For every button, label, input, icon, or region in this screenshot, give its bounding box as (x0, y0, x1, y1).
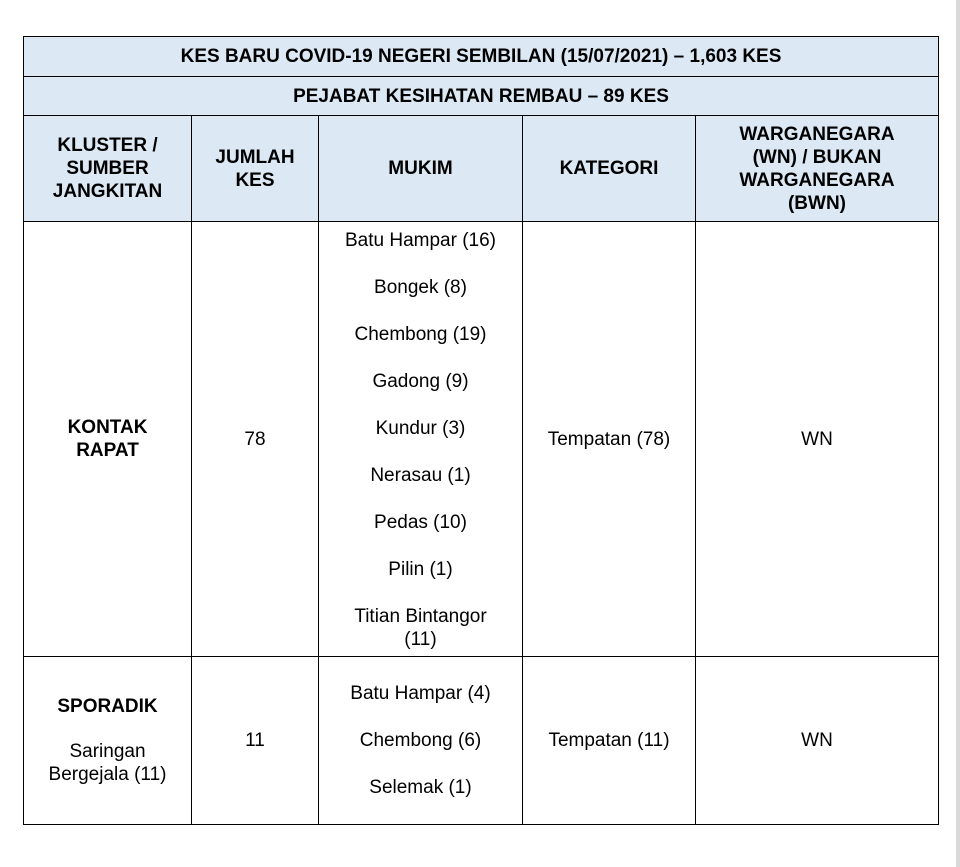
banner-title-row (24, 37, 939, 77)
banner-subtitle-row (24, 77, 939, 116)
header-warganegara: WARGANEGARA (WN) / BUKAN WARGANEGARA (BWN) (696, 116, 939, 222)
list-item: Batu Hampar (4) (350, 683, 491, 704)
list-item: Kundur (3) (375, 418, 466, 439)
cell-jumlah: 78 (192, 222, 319, 657)
table-row (24, 657, 939, 825)
list-item: Pedas (10) (374, 512, 467, 533)
list-item: Pilin (1) (388, 559, 453, 580)
cases-table (23, 36, 939, 825)
list-item: Selemak (1) (369, 777, 472, 798)
header-mukim: MUKIM (319, 116, 523, 222)
cell-warganegara: WN (696, 222, 939, 657)
banner-title: KES BARU COVID-19 NEGERI SEMBILAN (15/07/2021) – 1,603 KES (24, 37, 939, 77)
table-row (24, 222, 939, 657)
list-item: Nerasau (1) (370, 465, 471, 486)
cell-kategori: Tempatan (11) (523, 657, 696, 825)
cell-jumlah: 11 (192, 657, 319, 825)
cell-mukim (319, 657, 523, 825)
list-item: Chembong (6) (359, 730, 482, 751)
cell-mukim (319, 222, 523, 657)
kluster-subtitle: Saringan Bergejala (11) (48, 741, 167, 785)
cell-warganegara: WN (696, 657, 939, 825)
page-right-edge (956, 0, 960, 867)
header-row (24, 116, 939, 222)
list-item: Bongek (8) (374, 277, 467, 298)
list-item: Gadong (9) (372, 371, 469, 392)
banner-subtitle: PEJABAT KESIHATAN REMBAU – 89 KES (24, 77, 939, 116)
list-item: Batu Hampar (16) (344, 230, 496, 251)
list-item: Chembong (19) (354, 324, 487, 345)
header-jumlah: JUMLAH KES (192, 116, 319, 222)
header-kluster: KLUSTER / SUMBER JANGKITAN (24, 116, 192, 222)
cell-kategori: Tempatan (78) (523, 222, 696, 657)
header-kategori: KATEGORI (523, 116, 696, 222)
cell-kluster (24, 657, 192, 825)
cell-kluster: KONTAK RAPAT (24, 222, 192, 657)
kluster-title: SPORADIK (57, 696, 158, 717)
list-item: Titian Bintangor (11) (354, 606, 487, 650)
